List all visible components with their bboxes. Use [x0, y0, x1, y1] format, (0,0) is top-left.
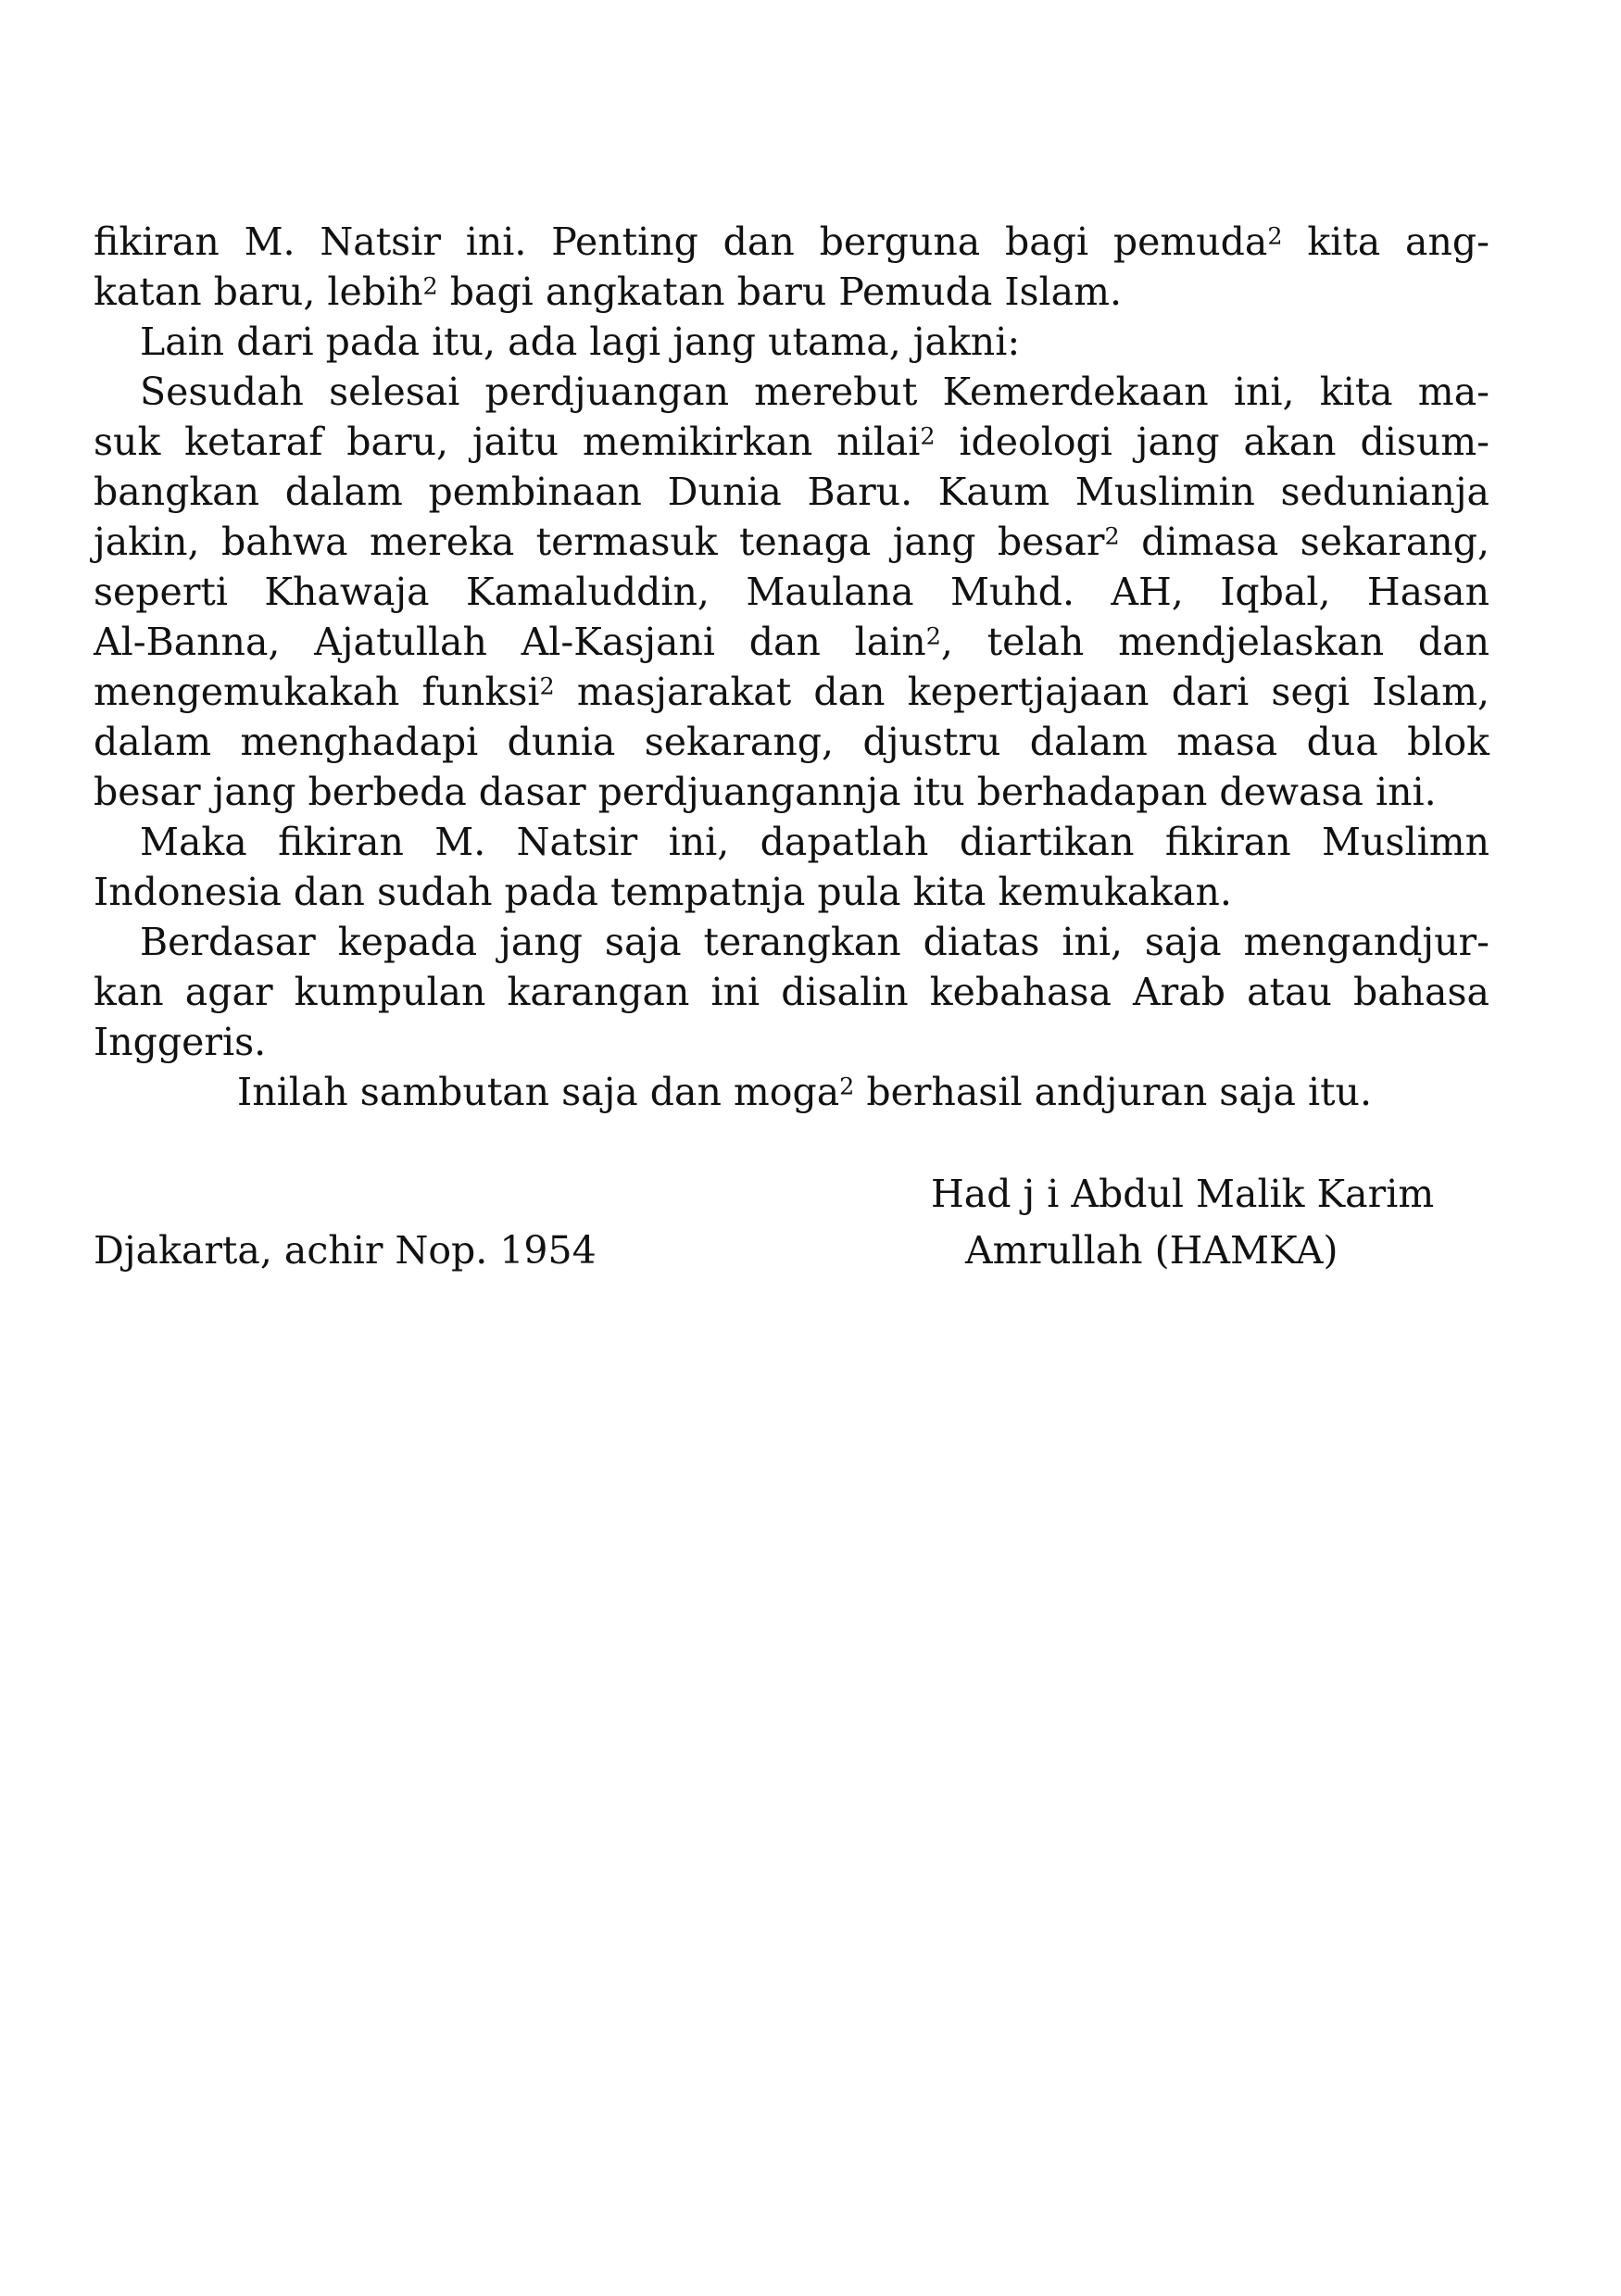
- text-line: Maka fikiran M. Natsir ini, dapatlah diartikan fikiran Muslimn: [140, 820, 1489, 864]
- text-line: Sesudah selesai perdjuangan merebut Kemerdekaan ini, kita ma-: [140, 370, 1489, 414]
- place-date: Djakarta, achir Nop. 1954: [94, 1228, 597, 1273]
- text-line: besar jang berbeda dasar perdjuangannja itu berhadapan dewasa ini.: [94, 770, 1437, 814]
- text-line: Al-Banna, Ajatullah Al-Kasjani dan lain$^2$, telah mendjelaskan dan: [94, 620, 1489, 664]
- closing-line: Inilah sambutan saja dan moga$^2$ berhasil andjuran saja itu.: [237, 1070, 1372, 1114]
- text-line: Lain dari pada itu, ada lagi jang utama, jakni:: [140, 320, 1021, 364]
- text-line: katan baru, lebih$^2$ bagi angkatan baru Pemuda Islam.: [94, 270, 1123, 314]
- text-line: Indonesia dan sudah pada tempatnja pula kita kemukakan.: [94, 870, 1232, 914]
- text-line: seperti Khawaja Kamaluddin, Maulana Muhd. AH, Iqbal, Hasan: [94, 570, 1489, 614]
- signature-name: Had j i Abdul Malik Karim: [931, 1172, 1435, 1216]
- text-line: kan agar kumpulan karangan ini disalin kebahasa Arab atau bahasa: [94, 970, 1489, 1014]
- text-line: Berdasar kepada jang saja terangkan diatas ini, saja mengandjur-: [140, 920, 1489, 964]
- text-line: Inggeris.: [94, 1020, 267, 1064]
- text-line: dalam menghadapi dunia sekarang, djustru dalam masa dua blok: [94, 720, 1489, 764]
- text-line: bangkan dalam pembinaan Dunia Baru. Kaum Muslimin sedunianja: [94, 470, 1489, 514]
- signature-nickname: Amrullah (HAMKA): [965, 1228, 1338, 1273]
- text-line: fikiran M. Natsir ini. Penting dan berguna bagi pemuda$^2$ kita ang-: [94, 220, 1489, 264]
- body-text: [94, 217, 1489, 1117]
- text-line: jakin, bahwa mereka termasuk tenaga jang besar$^2$ dimasa sekarang,: [94, 520, 1489, 564]
- text-line: suk ketaraf baru, jaitu memikirkan nilai$^2$ ideologi jang akan disum-: [94, 420, 1489, 464]
- text-line: mengemukakah funksi$^2$ masjarakat dan kepertjajaan dari segi Islam,: [94, 670, 1489, 714]
